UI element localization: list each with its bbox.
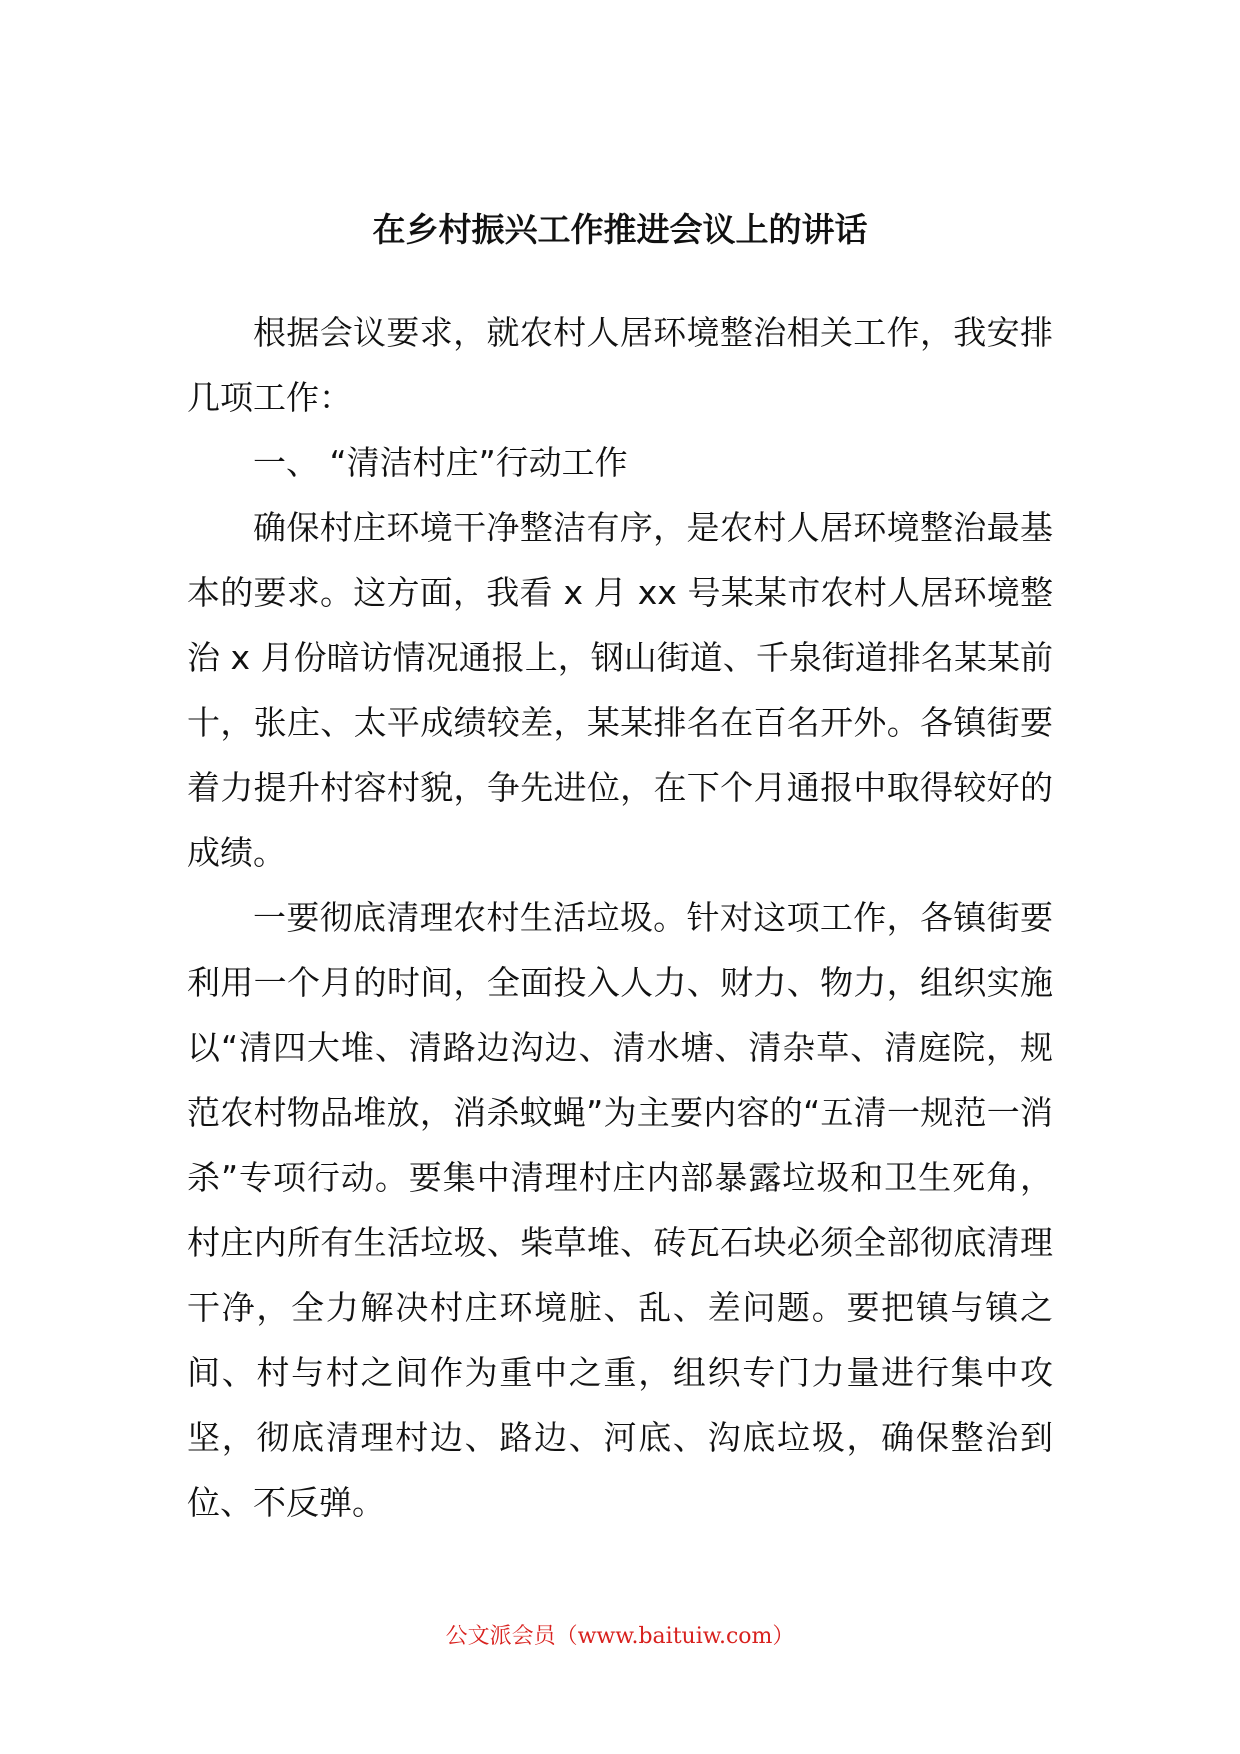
paragraph-requirements: 确保村庄环境干净整洁有序，是农村人居环境整治最基本的要求。这方面，我看 x 月 xx 号某某市农村人居环境整治 x 月份暗访情况通报上，钢山街道、千泉街道排名某某前十，张庄、太平成绩较差，某某排名在百名开外。各镇街要着力提升村容村貌，争先进位，在下个月通报中取得较好的成绩。 [187,508,1053,872]
section-heading: 一、 “清洁村庄”行动工作 [253,443,628,482]
footer-watermark: 公文派会员（www.baituiw.com） [445,1624,795,1649]
paragraph-garbage-cleanup: 一要彻底清理农村生活垃圾。针对这项工作，各镇街要利用一个月的时间，全面投入人力、财力、物力，组织实施以“清四大堆、清路边沟边、清水塘、清杂草、清庭院，规范农村物品堆放，消杀蚊蝇”为主要内容的“五清一规范一消杀”专项行动。要集中清理村庄内部暴露垃圾和卫生死角，村庄内所有生活垃圾、柴草堆、砖瓦石块必须全部彻底清理干净，全力解决村庄环境脏、乱、差问题。要把镇与镇之间、村与村之间作为重中之重，组织专门力量进行集中攻坚，彻底清理村边、路边、河底、沟底垃圾，确保整治到位、不反弹。 [187,898,1053,1522]
paragraph-intro: 根据会议要求，就农村人居环境整治相关工作，我安排几项工作： [187,313,1053,417]
document-body [187,300,1053,1535]
document-title: 在乡村振兴工作推进会议上的讲话 [372,210,868,249]
